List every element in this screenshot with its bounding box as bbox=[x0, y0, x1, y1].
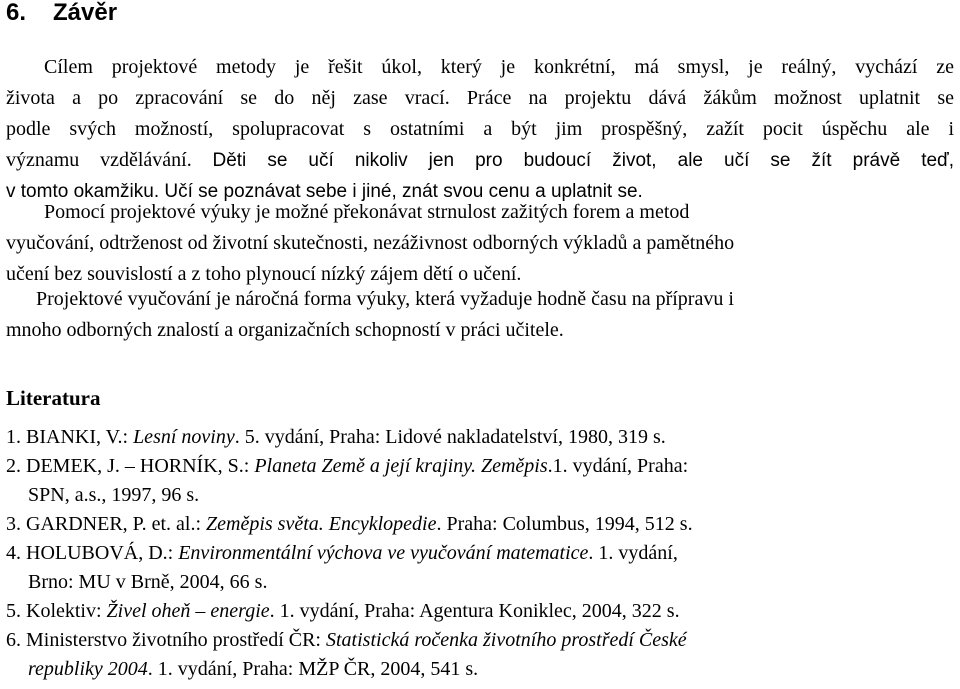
paragraph-3 bbox=[6, 284, 954, 346]
ref-publication: . 1. vydání, Praha: MŽP ČR, 2004, 541 s. bbox=[147, 658, 479, 680]
paragraph-fragment: významu vzdělávání. bbox=[6, 149, 192, 171]
ref-title: Environmentální výchova ve vyučování matematice bbox=[178, 542, 589, 564]
ref-authors: 3. GARDNER, P. et. al.: bbox=[6, 513, 206, 535]
paragraph-line: Projektové vyučování je náročná forma výuky, která vyžaduje hodně času na přípravu i bbox=[36, 288, 734, 310]
paragraph-1 bbox=[6, 52, 954, 176]
paragraph-2 bbox=[6, 197, 954, 290]
paragraph-line: učení bez souvislostí a z toho plynoucí nízký zájem dětí o učení. bbox=[6, 263, 522, 285]
ref-title: Živel oheň – energie bbox=[106, 600, 270, 622]
ref-title: Statistická ročenka životního prostředí České bbox=[326, 629, 687, 651]
ref-publication: . Praha: Columbus, 1994, 512 s. bbox=[436, 513, 693, 535]
ref-authors: 5. Kolektiv: bbox=[6, 600, 107, 622]
section-number: 6. bbox=[6, 0, 27, 26]
reference-continuation: SPN, a.s., 1997, 96 s. bbox=[28, 484, 200, 506]
section-heading bbox=[6, 0, 117, 26]
ref-publication: .1. vydání, Praha: bbox=[547, 455, 689, 477]
reference-item bbox=[6, 510, 954, 539]
paragraph-line bbox=[6, 145, 954, 176]
ref-authors: 4. HOLUBOVÁ, D.: bbox=[6, 542, 179, 564]
reference-item bbox=[6, 452, 954, 481]
ref-publication: . 1. vydání, Praha: Agentura Koniklec, 2004, 322 s. bbox=[269, 600, 680, 622]
ref-title: Zeměpis světa. Encyklopedie bbox=[206, 513, 437, 535]
literature-heading: Literatura bbox=[6, 386, 101, 410]
reference-item bbox=[6, 597, 954, 626]
ref-title: Planeta Země a její krajiny. Zeměpis bbox=[254, 455, 548, 477]
ref-authors: 1. BIANKI, V.: bbox=[6, 426, 134, 448]
paragraph-fragment: Děti se učí nikoliv jen pro budoucí život, ale učí se žít právě teď, bbox=[212, 150, 955, 171]
paragraph-line: života a po zpracování se do něj zase vrací. Práce na projektu dává žákům možnost uplatnit se bbox=[6, 87, 954, 109]
reference-item bbox=[6, 626, 954, 655]
section-title: Závěr bbox=[53, 0, 118, 26]
paragraph-line: Pomocí projektové výuky je možné překonávat strnulost zažitých forem a metod bbox=[44, 201, 690, 223]
ref-title: Lesní noviny bbox=[133, 426, 235, 448]
reference-continuation: Brno: MU v Brně, 2004, 66 s. bbox=[28, 571, 268, 593]
ref-title: republiky 2004 bbox=[28, 658, 148, 680]
paragraph-line: v tomto okamžiku. Učí se poznávat sebe i jiné, znát svou cenu a uplatnit se. bbox=[6, 181, 643, 202]
paragraph-line: podle svých možností, spolupracovat s ostatními a být jim prospěšný, zažít pocit úspěchu ale i bbox=[6, 118, 954, 140]
paragraph-line: Cílem projektové metody je řešit úkol, který je konkrétní, má smysl, je reálný, vychází ze bbox=[44, 56, 954, 78]
paragraph-line: mnoho odborných znalostí a organizačních schopností v práci učitele. bbox=[6, 319, 564, 341]
reference-item bbox=[6, 539, 954, 568]
reference-list bbox=[6, 423, 954, 684]
paragraph-line: vyučování, odtrženost od životní skutečnosti, nezáživnost odborných výkladů a pamětného bbox=[6, 232, 735, 254]
ref-publication: . 1. vydání, bbox=[588, 542, 678, 564]
ref-publication: . 5. vydání, Praha: Lidové nakladatelství, 1980, 319 s. bbox=[234, 426, 666, 448]
reference-continuation bbox=[6, 655, 954, 684]
ref-authors: 6. Ministerstvo životního prostředí ČR: bbox=[6, 629, 326, 651]
ref-authors: 2. DEMEK, J. – HORNÍK, S.: bbox=[6, 455, 255, 477]
reference-item bbox=[6, 423, 954, 452]
